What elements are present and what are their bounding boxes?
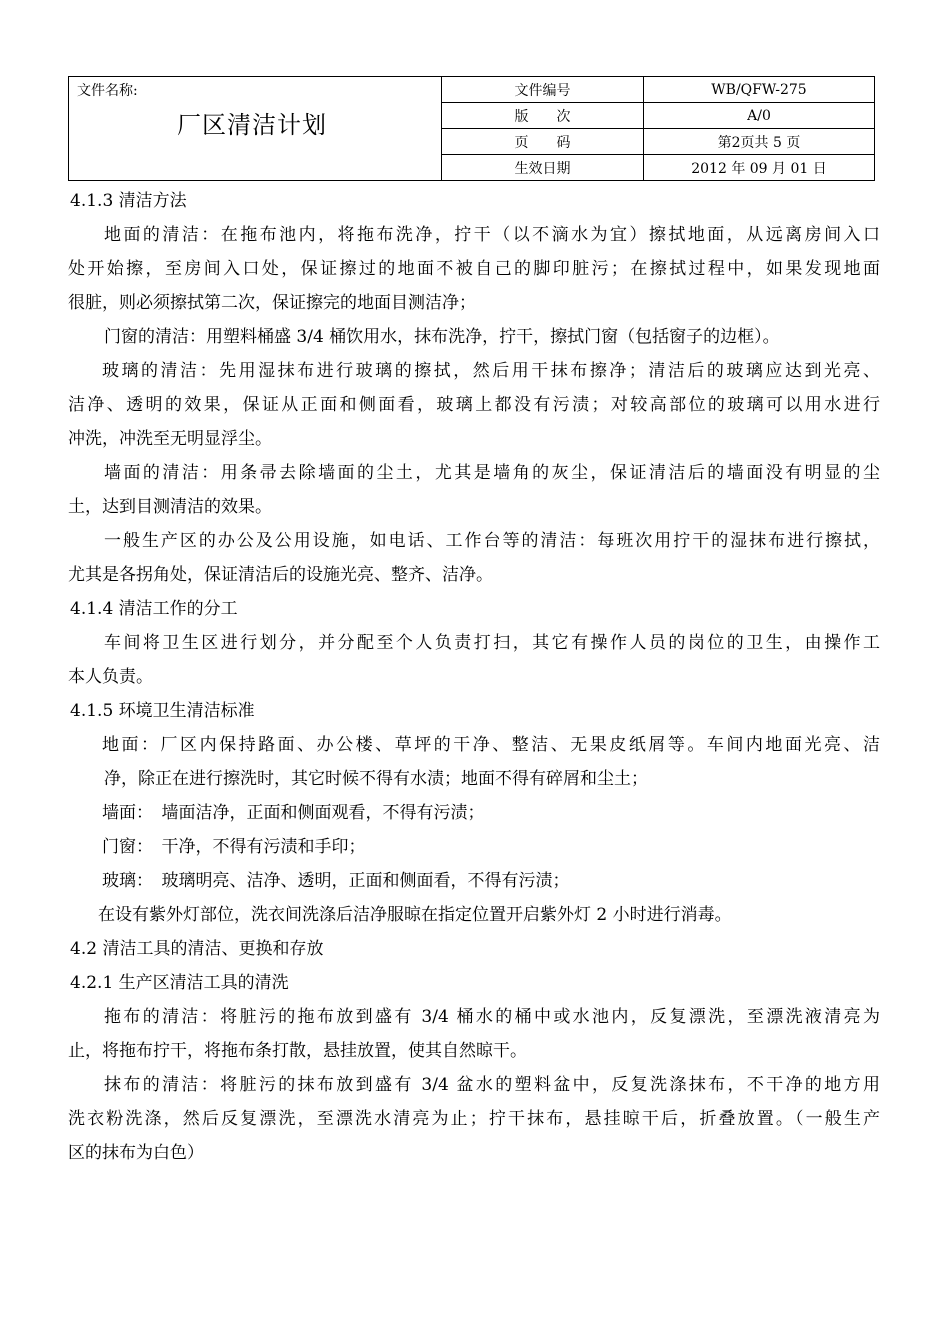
paragraph-line: 止，将拖布拧干，将拖布条打散，悬挂放置，使其自然晾干。 (68, 1041, 527, 1061)
section-heading: 4.1.4 清洁工作的分工 (70, 599, 238, 619)
effective-date-label: 生效日期 (442, 155, 644, 181)
version-value: A/0 (644, 103, 875, 129)
paragraph-line: 拖布的清洁：将脏污的拖布放到盛有 3/4 桶水的桶中或水池内，反复漂洗，至漂洗液清亮为 (104, 1007, 880, 1027)
document-header-table (68, 76, 875, 181)
paragraph-line: 本人负责。 (68, 667, 153, 687)
version-label: 版 次 (442, 103, 644, 129)
file-number-value: WB/QFW-275 (644, 77, 875, 103)
paragraph-line: 洁净、透明的效果，保证从正面和侧面看，玻璃上都没有污渍；对较高部位的玻璃可以用水进行 (68, 395, 880, 415)
paragraph-line: 净，除正在进行擦洗时，其它时候不得有水渍；地面不得有碎屑和尘土； (104, 769, 648, 789)
paragraph-line: 门窗的清洁：用塑料桶盛 3/4 桶饮用水，抹布洗净，拧干，擦拭门窗（包括窗子的边框）。 (104, 327, 780, 347)
section-heading: 4.2.1 生产区清洁工具的清洗 (70, 973, 289, 993)
file-name-cell (69, 77, 442, 181)
paragraph-line: 冲洗，冲洗至无明显浮尘。 (68, 429, 272, 449)
file-number-label: 文件编号 (442, 77, 644, 103)
paragraph-line: 尤其是各拐角处，保证清洁后的设施光亮、整齐、洁净。 (68, 565, 493, 585)
paragraph-line: 门窗： 干净，不得有污渍和手印； (102, 837, 366, 857)
section-heading: 4.1.5 环境卫生清洁标准 (70, 701, 255, 721)
paragraph-line: 处开始擦，至房间入口处，保证擦过的地面不被自己的脚印脏污；在擦拭过程中，如果发现地面 (68, 259, 880, 279)
paragraph-line: 地面：厂区内保持路面、办公楼、草坪的干净、整洁、无果皮纸屑等。车间内地面光亮、洁 (102, 735, 880, 755)
document-title: 厂区清洁计划 (177, 111, 327, 139)
effective-date-value: 2012 年 09 月 01 日 (644, 155, 875, 181)
section-heading: 4.2 清洁工具的清洁、更换和存放 (70, 939, 324, 959)
paragraph-line: 洗衣粉洗涤，然后反复漂洗，至漂洗水清亮为止；拧干抹布，悬挂晾干后，折叠放置。（一般生产 (68, 1109, 880, 1129)
paragraph-line: 墙面的清洁：用条帚去除墙面的尘土，尤其是墙角的灰尘，保证清洁后的墙面没有明显的尘 (104, 463, 880, 483)
paragraph-line: 在设有紫外灯部位，洗衣间洗涤后洁净服晾在指定位置开启紫外灯 2 小时进行消毒。 (98, 905, 732, 925)
paragraph-line: 一般生产区的办公及公用设施，如电话、工作台等的清洁：每班次用拧干的湿抹布进行擦拭， (104, 531, 880, 551)
paragraph-line: 土，达到目测清洁的效果。 (68, 497, 272, 517)
section-heading: 4.1.3 清洁方法 (70, 191, 187, 211)
page-number-value: 第2页共 5 页 (644, 129, 875, 155)
paragraph-line: 玻璃： 玻璃明亮、洁净、透明，正面和侧面看，不得有污渍； (102, 871, 570, 891)
paragraph-line: 很脏，则必须擦拭第二次，保证擦完的地面目测洁净； (68, 293, 476, 313)
page-number-label: 页 码 (442, 129, 644, 155)
paragraph-line: 墙面： 墙面洁净，正面和侧面观看，不得有污渍； (102, 803, 485, 823)
document-body (68, 184, 880, 1170)
paragraph-line: 区的抹布为白色） (68, 1143, 204, 1163)
file-name-label: 文件名称: (77, 83, 138, 99)
paragraph-line: 车间将卫生区进行划分，并分配至个人负责打扫，其它有操作人员的岗位的卫生，由操作工 (104, 633, 880, 653)
paragraph-line: 地面的清洁：在拖布池内，将拖布洗净，拧干（以不滴水为宜）擦拭地面，从远离房间入口 (104, 225, 880, 245)
paragraph-line: 玻璃的清洁：先用湿抹布进行玻璃的擦拭，然后用干抹布擦净；清洁后的玻璃应达到光亮、 (102, 361, 880, 381)
paragraph-line: 抹布的清洁：将脏污的抹布放到盛有 3/4 盆水的塑料盆中，反复洗涤抹布，不干净的地方用 (104, 1075, 880, 1095)
